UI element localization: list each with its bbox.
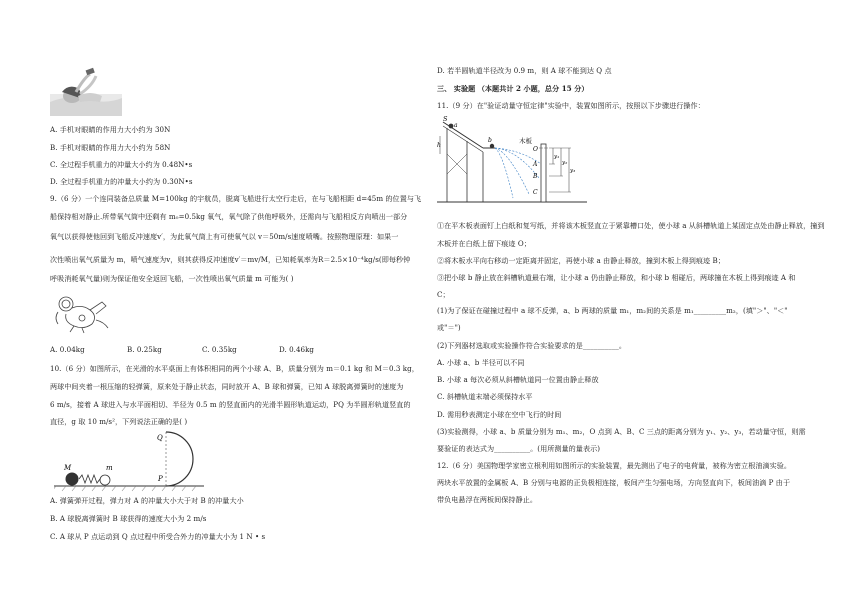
- q11-part-3: (3)实验测得，小球 a、b 质量分别为 m₁、m₂，O 点到 A、B、C 三点的距离分别为 y₁、y₂、y₃，若动量守恒，则需: [437, 427, 806, 436]
- q11-step-1-cont: 木板并在白纸上留下痕迹 O；: [437, 239, 531, 248]
- q11-part-1-cont: 或"＝"): [437, 323, 461, 332]
- fig-label-P: P: [158, 475, 163, 483]
- q11-part-1: (1)为了保证在碰撞过程中 a 球不反弹，a、b 两球的质量 m₁，m₂间的关系是 m₁_________m₂，(填"＞"、"＜": [437, 306, 788, 315]
- fig-label-A: A: [533, 161, 538, 168]
- q10-line-2: 两球中间夹着一根压缩的轻弹簧，原来处于静止状态，同时放开 A、B 球和弹簧，已知 A 球脱离弹簧时的速度为: [50, 382, 404, 391]
- spring-track-figure: [54, 428, 204, 494]
- q9-option-d: D. 0.46kg: [279, 345, 315, 354]
- q12-line-1: 12.（6 分）美国物理学家密立根利用如图所示的实验装置，最先测出了电子的电荷量，被称为密立根油滴实验。: [437, 461, 792, 470]
- section3-heading: 三、 实验题 （本题共计 2 小题，总分 15 分）: [437, 84, 589, 93]
- astronaut-illustration: [52, 292, 112, 334]
- q9-option-b: B. 0.25kg: [127, 345, 162, 354]
- right-column: [437, 0, 825, 608]
- q10-option-d: D. 若半圆轨道半径改为 0.9 m，则 A 球不能到达 Q 点: [437, 66, 612, 75]
- fig-label-y3: y₃: [570, 168, 576, 174]
- fig-label-C: C: [533, 189, 538, 196]
- q11-intro: 11.（9 分）在"验证动量守恒定律"实验中，装置如图所示，按照以下步骤进行操作：: [437, 101, 705, 110]
- q10-line-1: 10.（6 分）如图所示，在光滑的水平桌面上有体积相同的两个小球 A、B，质量分别为 m＝0.1 kg 和 M＝0.3 kg，: [50, 364, 419, 373]
- fig-label-board: 木板: [519, 137, 532, 145]
- collision-apparatus-figure: [437, 114, 587, 210]
- q11-step-3-cont: C；: [437, 290, 450, 299]
- q11-part-3-cont: 要验证的表达式为__________。(用所测量的量表示): [437, 444, 601, 453]
- q12-line-2: 两块水平放置的金属板 A、B 分别与电源的正负极相连接，板间产生匀强电场，方向竖直向下，板间油滴 P 由于: [437, 478, 791, 487]
- fig-label-y1: y₁: [554, 154, 560, 160]
- q9-line-3: 氧气以获得使他回到飞船反冲速度v′，为此氧气筒上有可使氧气以 v＝50m/s速度喷嘴。按照物理原理：如果一: [50, 232, 399, 241]
- q8-option-d: D. 全过程手机重力的冲量大小约为 0.30N•s: [50, 177, 193, 186]
- q11-option-c: C. 斜槽轨道末端必须保持水平: [437, 392, 533, 401]
- left-column: [50, 0, 422, 608]
- q10-option-a: A. 弹簧弹开过程，弹力对 A 的冲量大小大于对 B 的冲量大小: [50, 496, 244, 505]
- phone-user-illustration: [50, 66, 122, 116]
- fig-label-S: S: [443, 115, 448, 123]
- fig-label-M: M: [64, 464, 72, 472]
- q9-line-4: 次性喷出氧气质量为 m，喷气速度为v，则其获得反冲速度v′＝mv/M，已知耗氧率为R＝2.5×10⁻⁴kg/s(即每秒钟: [50, 255, 411, 264]
- q11-step-1: ①在平木板表面钉上白纸和复写纸，并将该木板竖直立于紧靠槽口处，使小球 a 从斜槽轨道上某固定点处由静止释放，撞到: [437, 221, 825, 230]
- fig-label-m: m: [106, 464, 113, 472]
- q10-option-b: B. A 球脱离弹簧时 B 球获得的速度大小为 2 m/s: [50, 514, 207, 523]
- fig-label-Q: Q: [157, 434, 163, 442]
- q10-option-c: C. A 球从 P 点运动到 Q 点过程中所受合外力的冲量大小为 1 N • s: [50, 532, 266, 541]
- fig-label-h: h: [437, 142, 441, 149]
- q11-step-2: ②将木板水平向右移动一定距离并固定，再使小球 a 由静止释放，撞到木板上得到痕迹 B；: [437, 256, 725, 265]
- fig-label-b: b: [488, 137, 492, 144]
- q12-line-3: 带负电悬浮在两板间保持静止。: [437, 495, 538, 504]
- fig-label-y2: y₂: [562, 160, 568, 166]
- fig-label-O: O: [533, 146, 538, 153]
- q9-line-2: 船保持相对静止.所带氧气筒中还剩有 m₀=0.5kg 氧气，氧气除了供他呼吸外，还需向与飞船相反方向喷出一部分: [50, 212, 408, 221]
- q8-option-b: B. 手机对眼睛的作用力大小约为 58N: [50, 143, 171, 152]
- q10-line-3: 6 m/s，接着 A 球进入与水平面相切、半径为 0.5 m 的竖直面内的光滑半圆形轨道运动，PQ 为半圆形轨道竖直的: [50, 400, 411, 409]
- q8-option-a: A. 手机对眼睛的作用力大小约为 30N: [50, 125, 171, 134]
- q11-option-d: D. 需用秒表测定小球在空中飞行的时间: [437, 410, 562, 419]
- q9-option-c: C. 0.35kg: [202, 345, 237, 354]
- q11-option-a: A. 小球 a、b 半径可以不同: [437, 358, 525, 367]
- q11-part-2: (2)下列器材选取或实验操作符合实验要求的是__________。: [437, 341, 627, 350]
- q11-step-3: ③把小球 b 静止放在斜槽轨道最右端，让小球 a 仍由静止释放，和小球 b 相碰后，两球撞在木板上得到痕迹 A 和: [437, 273, 796, 282]
- fig-label-a: a: [454, 122, 458, 129]
- q9-line-5: 呼吸消耗氧气量)则为保证他安全返回飞船，一次性喷出氧气质量 m 可能为( ): [50, 274, 294, 283]
- q10-line-4: 直径，g 取 10 m/s²，下列说法正确的是( ): [50, 417, 188, 426]
- q9-option-a: A. 0.04kg: [50, 345, 85, 354]
- q9-line-1: 9.（6 分）一个连同装备总质量 M=100kg 的宇航员，脱离飞船进行太空行走后，在与飞船相距 d=45m 的位置与飞: [50, 194, 422, 203]
- q11-option-b: B. 小球 a 每次必须从斜槽轨道同一位置由静止释放: [437, 375, 599, 384]
- q8-option-c: C. 全过程手机重力的冲量大小约为 0.48N•s: [50, 160, 193, 169]
- fig-label-B: B: [533, 173, 538, 180]
